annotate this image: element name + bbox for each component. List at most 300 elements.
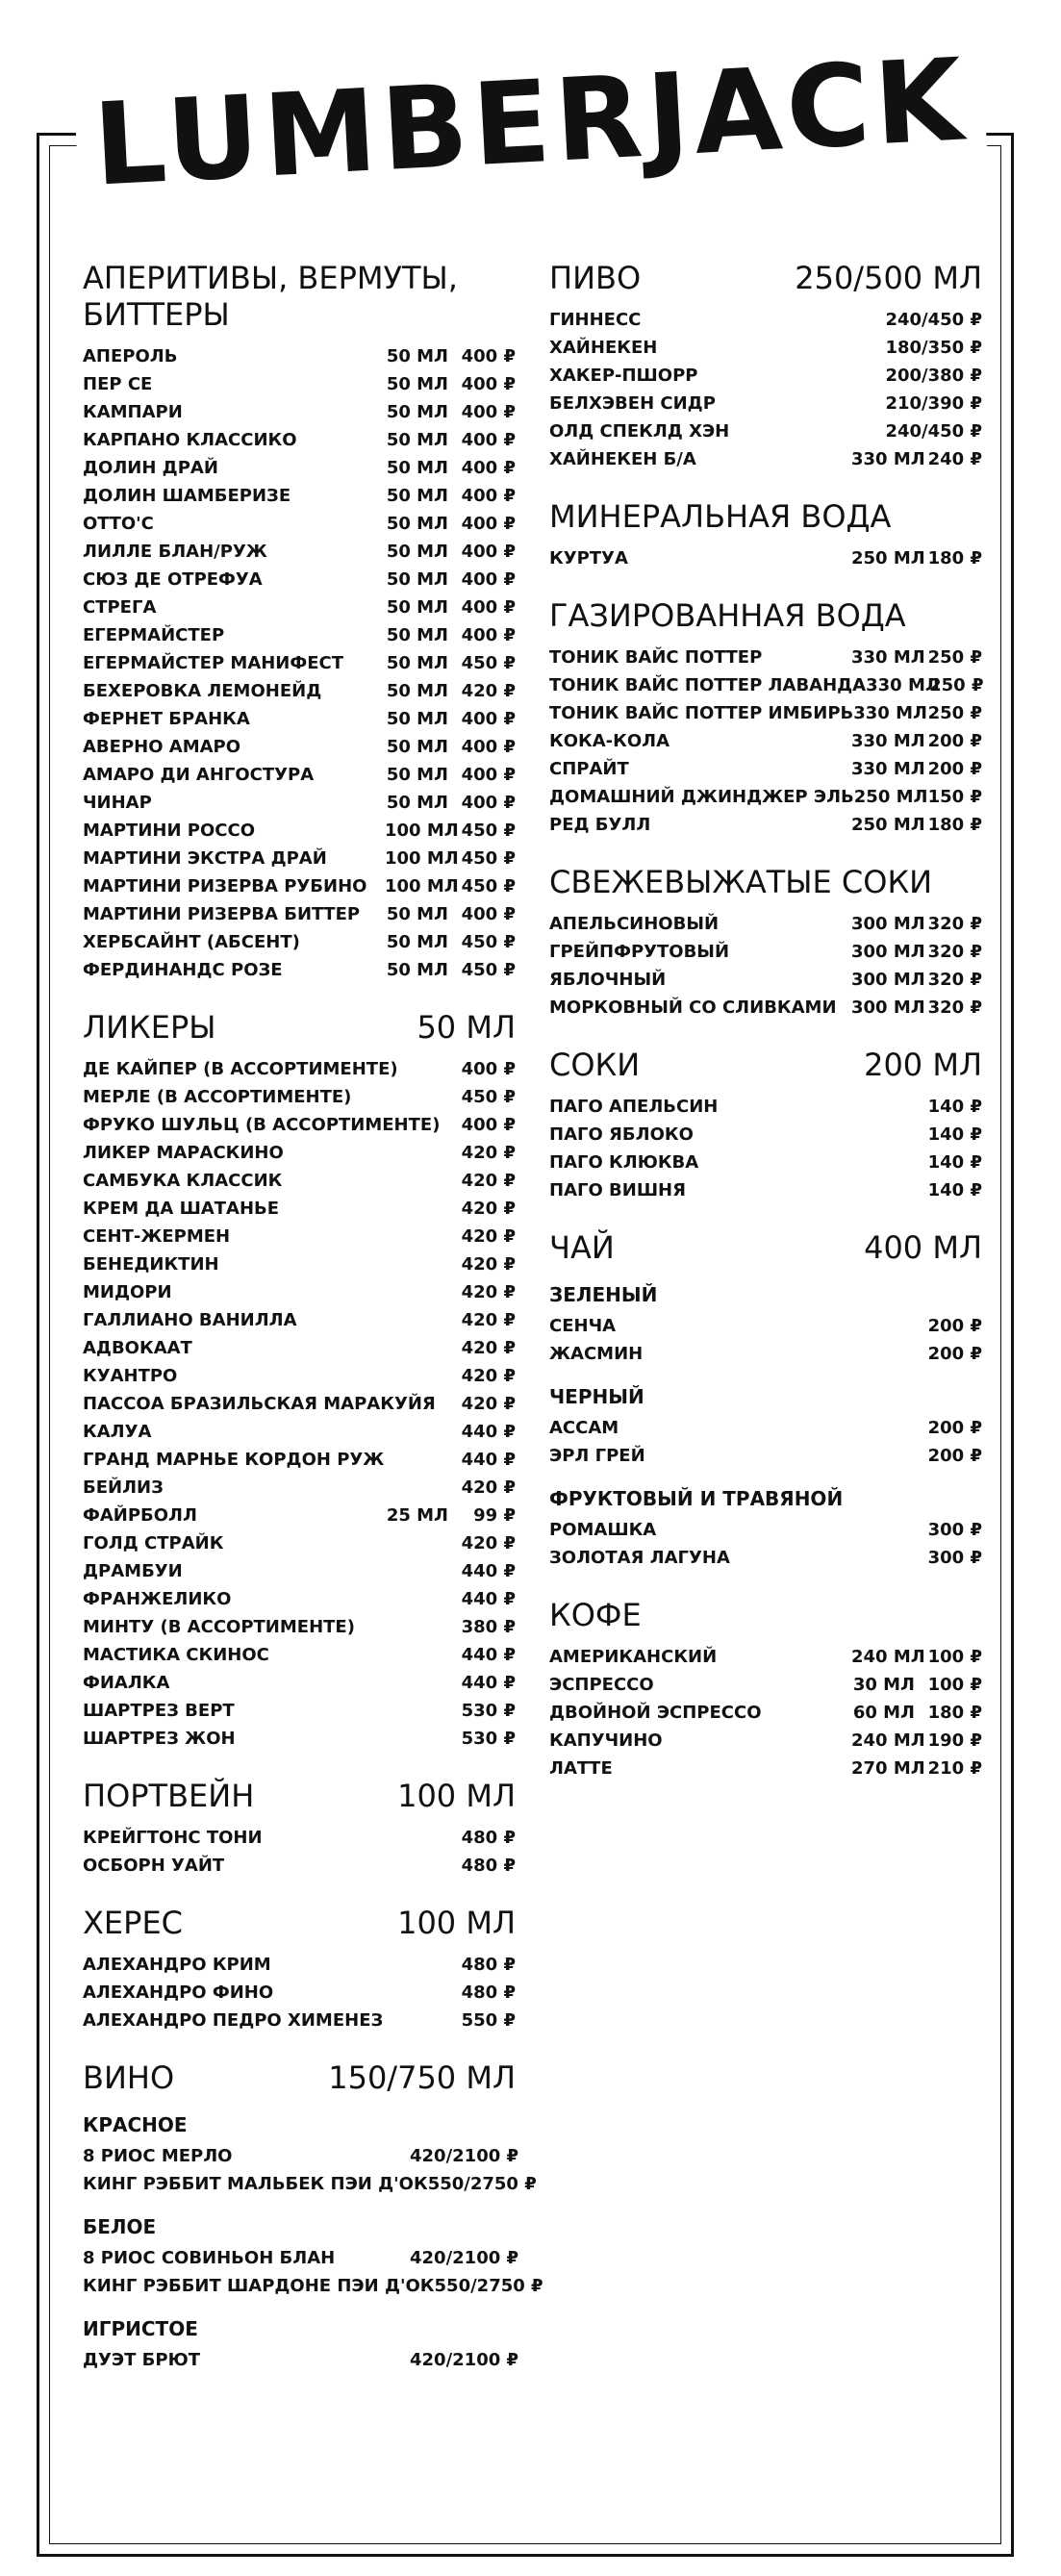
item-name: ФАЙРБОЛЛ [83, 1505, 197, 1526]
item-volume: 50 МЛ [386, 402, 448, 422]
menu-item [549, 306, 982, 334]
menu-item [549, 966, 982, 994]
item-price: 200 ₽ [927, 1344, 982, 1364]
item-price: 99 ₽ [473, 1505, 516, 1526]
item-price: 320 ₽ [927, 942, 982, 962]
item-price: 420 ₽ [461, 1143, 516, 1163]
item-price: 420 ₽ [461, 1338, 516, 1358]
section-volume: 400 МЛ [864, 1229, 982, 1266]
item-volume [398, 1055, 455, 1083]
item-name: ДУЭТ БРЮТ [83, 2350, 200, 2370]
menu-item [83, 566, 516, 593]
item-price: 380 ₽ [461, 1617, 516, 1637]
item-price: 550/2750 ₽ [427, 2174, 537, 2194]
menu-item [83, 1055, 516, 1083]
menu-item [83, 1278, 516, 1306]
item-price: 210/390 ₽ [885, 393, 982, 414]
menu-item [83, 1502, 516, 1529]
item-price: 420 ₽ [461, 1171, 516, 1191]
item-price: 200/380 ₽ [885, 366, 982, 386]
menu-item [83, 789, 516, 817]
item-name: ФРАНЖЕЛИКО [83, 1589, 232, 1609]
item-price: 400 ₽ [461, 597, 516, 618]
menu-item [83, 621, 516, 649]
item-name: ПЕР СЕ [83, 374, 153, 394]
item-price: 400 ₽ [461, 486, 516, 506]
menu-item [83, 1223, 516, 1250]
item-price: 240/450 ₽ [885, 421, 982, 442]
item-name: АЛЕХАНДРО ФИНО [83, 1983, 274, 2003]
item-name: КОКА-КОЛА [549, 731, 670, 751]
item-price: 400 ₽ [461, 737, 516, 757]
section-header [83, 260, 516, 333]
menu-section [549, 1597, 982, 1782]
item-volume [385, 1446, 448, 1474]
item-volume: 50 МЛ [386, 625, 448, 645]
menu-item [549, 1121, 982, 1149]
item-price: 400 ₽ [461, 793, 516, 813]
item-volume: 25 МЛ [386, 1505, 448, 1526]
menu-item [83, 538, 516, 566]
item-volume [440, 1111, 461, 1139]
menu-item [83, 1585, 516, 1613]
item-name: ФЕРДИНАНДС РОЗЕ [83, 960, 283, 980]
section-title: МИНЕРАЛЬНАЯ ВОДА [549, 498, 892, 535]
menu-item [83, 733, 516, 761]
menu-item [83, 454, 516, 482]
item-name: СЕНЧА [549, 1316, 617, 1336]
item-name: ЖАСМИН [549, 1344, 644, 1364]
item-price: 210 ₽ [927, 1758, 982, 1779]
item-volume: 330 МЛ [851, 449, 925, 469]
item-price: 300 ₽ [927, 1520, 982, 1540]
item-volume [385, 1824, 448, 1852]
item-name: ЛАТТЕ [549, 1758, 613, 1779]
item-price: 180 ₽ [927, 548, 982, 568]
item-price: 140 ₽ [927, 1097, 982, 1117]
item-name: ОСБОРН УАЙТ [83, 1856, 225, 1876]
menu-item [549, 1755, 982, 1782]
menu-item [83, 1139, 516, 1167]
menu-item [549, 1727, 982, 1755]
item-volume: 30 МЛ [852, 1675, 915, 1695]
item-volume [851, 1516, 915, 1544]
item-price: 400 ₽ [461, 904, 516, 924]
item-volume: 50 МЛ [386, 569, 448, 590]
item-volume: 50 МЛ [386, 904, 448, 924]
item-name: САМБУКА КЛАССИК [83, 1171, 283, 1191]
item-price: 420/2100 ₽ [410, 2350, 519, 2370]
menu-item [83, 1418, 516, 1446]
item-price: 420 ₽ [461, 1533, 516, 1553]
item-name: КАМПАРИ [83, 402, 183, 422]
item-volume [436, 1390, 462, 1418]
menu-item [83, 1362, 516, 1390]
item-volume [385, 1362, 448, 1390]
item-price: 420 ₽ [461, 1310, 516, 1330]
item-price: 400 ₽ [461, 625, 516, 645]
item-volume [385, 1418, 448, 1446]
menu-item [549, 1340, 982, 1368]
item-price: 200 ₽ [927, 1316, 982, 1336]
item-name: ТОНИК ВАЙС ПОТТЕР ИМБИРЬ [549, 703, 854, 723]
item-name: ТОНИК ВАЙС ПОТТЕР [549, 647, 763, 668]
menu-item [83, 1167, 516, 1195]
item-volume: 50 МЛ [386, 374, 448, 394]
item-volume: 330 МЛ [851, 731, 925, 751]
item-name: МЕРЛЕ (В АССОРТИМЕНТЕ) [83, 1087, 352, 1107]
item-price: 420 ₽ [461, 681, 516, 701]
item-price: 320 ₽ [927, 914, 982, 934]
item-price: 250 ₽ [927, 647, 982, 668]
item-volume [385, 1725, 448, 1753]
menu-section [549, 864, 982, 1022]
item-name: КУРТУА [549, 548, 628, 568]
item-volume [385, 1641, 448, 1669]
item-name: БЕЙЛИЗ [83, 1477, 164, 1498]
menu-section [549, 1229, 982, 1572]
menu-item [83, 1824, 516, 1852]
item-volume: 50 МЛ [386, 597, 448, 618]
menu-item [83, 1613, 516, 1641]
menu-item [83, 677, 516, 705]
menu-item [83, 342, 516, 370]
item-volume: 250 МЛ [851, 548, 925, 568]
item-volume: 50 МЛ [386, 960, 448, 980]
item-volume: 330 МЛ [866, 675, 940, 695]
section-header [549, 1047, 982, 1083]
item-volume [851, 1544, 915, 1572]
item-name: ПАГО ВИШНЯ [549, 1180, 686, 1200]
item-name: АМЕРИКАНСКИЙ [549, 1647, 718, 1667]
item-price: 480 ₽ [461, 1983, 516, 2003]
menu-item [83, 510, 516, 538]
item-name: МАРТИНИ РИЗЕРВА РУБИНО [83, 876, 367, 897]
item-volume: 300 МЛ [851, 998, 925, 1018]
item-name: ХАЙНЕКЕН [549, 338, 658, 358]
section-header [549, 260, 982, 296]
menu-section [83, 2059, 543, 2374]
item-price: 240 ₽ [927, 449, 982, 469]
item-name: РОМАШКА [549, 1520, 657, 1540]
menu-item [549, 671, 982, 699]
section-header [549, 1597, 982, 1633]
menu-item [83, 817, 516, 845]
menu-item [549, 417, 982, 445]
item-name: ФИАЛКА [83, 1673, 170, 1693]
item-volume: 250 МЛ [851, 815, 925, 835]
menu-item [83, 370, 516, 398]
menu-item [83, 2007, 516, 2034]
menu-item [549, 727, 982, 755]
menu-item [83, 1474, 516, 1502]
menu-item [83, 761, 516, 789]
menu-item [549, 1671, 982, 1699]
item-volume: 330 МЛ [851, 647, 925, 668]
item-volume: 100 МЛ [385, 876, 459, 897]
menu-section [549, 597, 982, 839]
item-price: 400 ₽ [461, 709, 516, 729]
item-name: МАРТИНИ ЭКСТРА ДРАЙ [83, 848, 327, 869]
menu-item [549, 390, 982, 417]
item-volume: 330 МЛ [851, 759, 925, 779]
item-volume [851, 1121, 915, 1149]
menu-item [83, 1852, 516, 1880]
item-volume: 50 МЛ [386, 765, 448, 785]
item-volume [346, 2142, 410, 2170]
item-price: 440 ₽ [461, 1589, 516, 1609]
section-header [83, 1905, 516, 1941]
item-name: ХАЙНЕКЕН Б/А [549, 449, 696, 469]
menu-item [83, 593, 516, 621]
item-name: 8 РИОС МЕРЛО [83, 2146, 233, 2166]
item-name: ШАРТРЕЗ ВЕРТ [83, 1701, 235, 1721]
item-name: АДВОКААТ [83, 1338, 192, 1358]
item-volume [851, 1093, 915, 1121]
item-name: ДЕ КАЙПЕР (В АССОРТИМЕНТЕ) [83, 1059, 398, 1079]
left-column [83, 260, 543, 2399]
menu-item [83, 1979, 516, 2007]
item-volume [385, 1585, 448, 1613]
item-price: 550/2750 ₽ [434, 2276, 543, 2296]
item-volume: 50 МЛ [386, 932, 448, 952]
menu-section [549, 260, 982, 473]
menu-item [83, 1111, 516, 1139]
item-name: ОТТО'С [83, 514, 154, 534]
item-name: ХАКЕР-ПШОРР [549, 366, 698, 386]
item-volume: 330 МЛ [853, 703, 927, 723]
menu-item [549, 334, 982, 362]
menu-section [83, 1009, 516, 1753]
item-price: 190 ₽ [927, 1730, 982, 1751]
menu-section [549, 498, 982, 572]
menu-item [83, 2272, 543, 2300]
item-name: ДОЛИН ДРАЙ [83, 458, 218, 478]
item-name: РЕД БУЛЛ [549, 815, 651, 835]
item-price: 200 ₽ [927, 759, 982, 779]
menu-item [83, 649, 516, 677]
item-volume: 50 МЛ [386, 737, 448, 757]
item-volume: 100 МЛ [385, 821, 459, 841]
item-volume: 50 МЛ [386, 709, 448, 729]
item-name: МАРТИНИ РИЗЕРВА БИТТЕР [83, 904, 361, 924]
item-price: 440 ₽ [461, 1673, 516, 1693]
item-name: СТРЕГА [83, 597, 157, 618]
item-name: ДВОЙНОЙ ЭСПРЕССО [549, 1703, 762, 1723]
section-title: АПЕРИТИВЫ, ВЕРМУТЫ, БИТТЕРЫ [83, 260, 458, 333]
item-name: СЕНТ-ЖЕРМЕН [83, 1226, 231, 1247]
menu-item [83, 398, 516, 426]
item-volume: 60 МЛ [852, 1703, 915, 1723]
menu-item [83, 1529, 516, 1557]
menu-item [549, 544, 982, 572]
item-volume [851, 1340, 915, 1368]
item-price: 400 ₽ [461, 346, 516, 366]
menu-item [83, 872, 516, 900]
item-volume [385, 1195, 448, 1223]
item-price: 240/450 ₽ [885, 310, 982, 330]
menu-item [83, 1195, 516, 1223]
item-name: ДОЛИН ШАМБЕРИЗЕ [83, 486, 291, 506]
item-volume: 50 МЛ [386, 458, 448, 478]
item-name: КРЕЙГТОНС ТОНИ [83, 1828, 263, 1848]
section-title: КОФЕ [549, 1597, 642, 1633]
item-name: КИНГ РЭББИТ МАЛЬБЕК ПЭИ Д'ОК [83, 2174, 428, 2194]
item-name: МИДОРИ [83, 1282, 172, 1302]
subsection-title: БЕЛОЕ [83, 2215, 157, 2238]
item-price: 420 ₽ [461, 1394, 516, 1414]
menu-item [83, 928, 516, 956]
item-price: 420 ₽ [461, 1226, 516, 1247]
section-title: ЧАЙ [549, 1229, 615, 1266]
item-price: 420 ₽ [461, 1366, 516, 1386]
item-price: 400 ₽ [461, 542, 516, 562]
item-volume: 50 МЛ [386, 793, 448, 813]
item-volume [346, 2244, 410, 2272]
section-title: ПОРТВЕЙН [83, 1778, 255, 1814]
menu-item [83, 1951, 516, 1979]
item-name: ЗОЛОТАЯ ЛАГУНА [549, 1548, 730, 1568]
item-price: 440 ₽ [461, 1450, 516, 1470]
item-price: 420 ₽ [461, 1254, 516, 1275]
section-header [83, 1778, 516, 1814]
item-name: МАСТИКА СКИНОС [83, 1645, 269, 1665]
item-price: 440 ₽ [461, 1645, 516, 1665]
menu-item [83, 1557, 516, 1585]
item-price: 450 ₽ [461, 1087, 516, 1107]
item-volume [385, 2007, 448, 2034]
item-volume: 300 МЛ [851, 970, 925, 990]
section-title: СОКИ [549, 1047, 641, 1083]
section-header [549, 864, 982, 900]
menu-item [83, 2142, 519, 2170]
item-price: 180 ₽ [927, 1703, 982, 1723]
menu-item [549, 811, 982, 839]
menu-item [83, 956, 516, 984]
item-price: 400 ₽ [461, 1115, 516, 1135]
item-price: 140 ₽ [927, 1152, 982, 1173]
menu-item [549, 445, 982, 473]
menu-item [549, 1442, 982, 1470]
section-title: ГАЗИРОВАННАЯ ВОДА [549, 597, 906, 634]
item-name: ФРУКО ШУЛЬЦ (В АССОРТИМЕНТЕ) [83, 1115, 441, 1135]
menu-section [549, 1047, 982, 1204]
item-price: 180/350 ₽ [885, 338, 982, 358]
item-price: 420/2100 ₽ [410, 2248, 519, 2268]
menu-section [83, 260, 516, 984]
item-price: 420/2100 ₽ [410, 2146, 519, 2166]
item-price: 320 ₽ [927, 970, 982, 990]
item-price: 250 ₽ [929, 675, 984, 695]
item-name: ЧИНАР [83, 793, 152, 813]
menu-item [83, 1446, 516, 1474]
menu-item [549, 699, 982, 727]
item-price: 140 ₽ [927, 1124, 982, 1145]
item-volume [851, 1149, 915, 1176]
item-volume [813, 417, 876, 445]
item-name: КАЛУА [83, 1422, 152, 1442]
item-volume: 240 МЛ [851, 1647, 925, 1667]
item-volume [385, 1139, 448, 1167]
item-price: 450 ₽ [461, 821, 516, 841]
item-name: АПЕЛЬСИНОВЫЙ [549, 914, 720, 934]
menu-item [83, 2170, 537, 2198]
menu-item [549, 994, 982, 1022]
item-name: БЕНЕДИКТИН [83, 1254, 219, 1275]
item-volume: 300 МЛ [851, 914, 925, 934]
subsection-title: ЗЕЛЕНЫЙ [549, 1283, 658, 1306]
item-volume [346, 2346, 410, 2374]
item-price: 530 ₽ [461, 1701, 516, 1721]
item-volume: 300 МЛ [851, 942, 925, 962]
item-name: ЕГЕРМАЙСТЕР [83, 625, 225, 645]
menu-item [83, 1334, 516, 1362]
item-volume [851, 1414, 915, 1442]
subsection-title: ФРУКТОВЫЙ И ТРАВЯНОЙ [549, 1487, 844, 1510]
section-title: СВЕЖЕВЫЖАТЫЕ СОКИ [549, 864, 933, 900]
restaurant-logo: LUMBERJACK [0, 56, 1061, 189]
menu-item [549, 910, 982, 938]
item-volume: 50 МЛ [386, 430, 448, 450]
item-price: 420 ₽ [461, 1282, 516, 1302]
item-volume [385, 1306, 448, 1334]
item-volume [813, 362, 876, 390]
menu-item [83, 1083, 516, 1111]
item-name: КАПУЧИНО [549, 1730, 663, 1751]
item-name: АССАМ [549, 1418, 619, 1438]
right-column [549, 260, 982, 1807]
item-name: АМАРО ДИ АНГОСТУРА [83, 765, 315, 785]
menu-item [549, 644, 982, 671]
item-name: МАРТИНИ РОССО [83, 821, 255, 841]
item-volume: 50 МЛ [386, 346, 448, 366]
item-name: ЕГЕРМАЙСТЕР МАНИФЕСТ [83, 653, 344, 673]
section-volume: 100 МЛ [397, 1778, 516, 1814]
item-volume: 50 МЛ [386, 653, 448, 673]
item-volume [385, 1613, 448, 1641]
item-volume [851, 1442, 915, 1470]
item-price: 400 ₽ [461, 430, 516, 450]
section-header [549, 1229, 982, 1266]
section-header [549, 597, 982, 634]
item-price: 200 ₽ [927, 1418, 982, 1438]
subsection-title: ИГРИСТОЕ [83, 2317, 198, 2340]
item-name: ХЕРБСАЙНТ (АБСЕНТ) [83, 932, 300, 952]
menu-item [549, 1544, 982, 1572]
item-volume [385, 1669, 448, 1697]
menu-item [549, 1312, 982, 1340]
item-price: 400 ₽ [461, 765, 516, 785]
item-name: АЛЕХАНДРО КРИМ [83, 1955, 271, 1975]
item-volume [385, 1223, 448, 1250]
menu-item [549, 362, 982, 390]
menu-item [83, 1390, 516, 1418]
item-volume [385, 1852, 448, 1880]
item-price: 450 ₽ [461, 653, 516, 673]
item-volume [813, 306, 876, 334]
item-price: 320 ₽ [927, 998, 982, 1018]
section-header [549, 498, 982, 535]
item-price: 400 ₽ [461, 374, 516, 394]
menu-item [83, 845, 516, 872]
menu-item [83, 1669, 516, 1697]
item-name: ГАЛЛИАНО ВАНИЛЛА [83, 1310, 297, 1330]
item-price: 100 ₽ [927, 1675, 982, 1695]
item-name: ЯБЛОЧНЫЙ [549, 970, 667, 990]
item-name: СЮЗ ДЕ ОТРЕФУА [83, 569, 263, 590]
menu-section [83, 1905, 516, 2034]
item-volume [385, 1951, 448, 1979]
